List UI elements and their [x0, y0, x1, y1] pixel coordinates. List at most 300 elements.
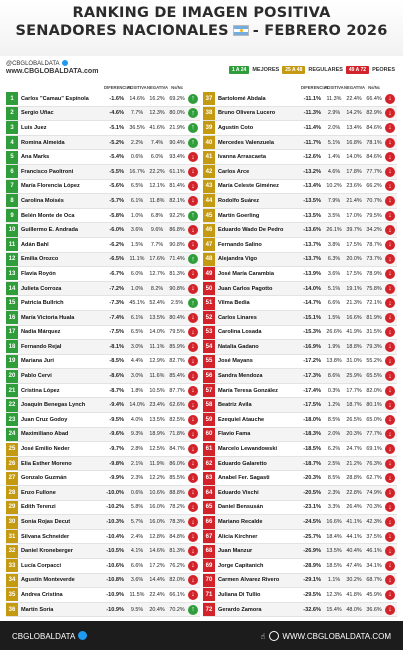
- nsnc-value: 84.7%: [169, 446, 185, 453]
- trend-down-icon: ↓: [385, 94, 395, 104]
- senator-name: Daniel Kroneberger: [21, 548, 73, 555]
- positive-value: 3.6%: [130, 227, 144, 234]
- trend-down-icon: ↓: [385, 488, 395, 498]
- negative-value: 31.0%: [346, 358, 362, 365]
- senator-name: Enzo Fullone: [21, 489, 56, 496]
- rank-badge: 26: [6, 457, 18, 470]
- table-row: [6, 442, 200, 457]
- table-row: [203, 92, 397, 107]
- positive-value: 8.5%: [327, 475, 341, 482]
- rank-badge: 60: [203, 428, 215, 441]
- nsnc-value: 87.7%: [169, 387, 185, 394]
- table-row: [203, 311, 397, 326]
- table-row: [6, 428, 200, 443]
- legend-green-label: MEJORES: [252, 67, 280, 73]
- table-row: [6, 107, 200, 122]
- positive-value: 2.0%: [327, 431, 341, 438]
- diff-value: -8.6%: [109, 373, 124, 380]
- nsnc-value: 82.9%: [366, 110, 382, 117]
- positive-value: 10.2%: [326, 183, 342, 190]
- trend-down-icon: ↓: [385, 605, 395, 615]
- rank-badge: 20: [6, 370, 18, 383]
- table-row: [203, 428, 397, 443]
- negative-value: 22.2%: [149, 168, 165, 175]
- senator-name: Ezequiel Atauche: [218, 416, 265, 423]
- table-row: [203, 267, 397, 282]
- footer-url: WWW.CBGLOBALDATA.COM: [282, 631, 391, 641]
- diff-value: -24.5%: [303, 519, 321, 526]
- negative-value: 11.6%: [149, 373, 165, 380]
- diff-value: -25.7%: [303, 533, 321, 540]
- diff-value: -18.7%: [303, 460, 321, 467]
- trend-down-icon: ↓: [385, 415, 395, 425]
- senator-name: Adán Bahl: [21, 241, 49, 248]
- negative-value: 14.2%: [346, 110, 362, 117]
- diff-value: -15.3%: [303, 329, 321, 336]
- senator-name: Alicia Kirchner: [218, 533, 258, 540]
- negative-value: 24.7%: [346, 446, 362, 453]
- senator-name: Juan Carlos Pagotto: [218, 285, 273, 292]
- negative-value: 21.4%: [346, 197, 362, 204]
- negative-value: 16.0%: [149, 519, 165, 526]
- senator-name: Bruno Olivera Lucero: [218, 110, 276, 117]
- diff-value: -9.6%: [109, 431, 124, 438]
- trend-down-icon: ↓: [385, 590, 395, 600]
- positive-value: 6.5%: [130, 329, 144, 336]
- table-row: [6, 369, 200, 384]
- rank-badge: 7: [6, 180, 18, 193]
- nsnc-value: 79.5%: [169, 329, 185, 336]
- negative-value: 30.2%: [346, 577, 362, 584]
- table-row: [203, 180, 397, 195]
- senator-name: Juan Manzur: [218, 548, 253, 555]
- legend-yellow-range: 25 A 48: [282, 66, 305, 74]
- rank-badge: 29: [6, 501, 18, 514]
- trend-up-icon: ↑: [188, 254, 198, 264]
- rank-badge: 4: [6, 136, 18, 149]
- diff-value: -14.7%: [303, 300, 321, 307]
- positive-value: 45.1%: [129, 300, 145, 307]
- diff-value: -5.7%: [109, 197, 124, 204]
- table-row: [203, 530, 397, 545]
- table-row: [203, 559, 397, 574]
- positive-value: 26.1%: [326, 227, 342, 234]
- negative-value: 13.5%: [149, 416, 165, 423]
- rank-badge: 6: [6, 165, 18, 178]
- positive-value: 3.0%: [130, 373, 144, 380]
- diff-value: -17.5%: [303, 402, 321, 409]
- positive-value: 6.6%: [130, 562, 144, 569]
- positive-value: 18.4%: [326, 533, 342, 540]
- nsnc-value: 65.5%: [366, 373, 382, 380]
- senator-name: María Victoria Huala: [21, 314, 75, 321]
- positive-value: 16.7%: [129, 168, 145, 175]
- positive-value: 1.0%: [130, 285, 144, 292]
- trend-down-icon: ↓: [385, 152, 395, 162]
- nsnc-value: 93.4%: [169, 154, 185, 161]
- senator-name: Lucía Corpacci: [21, 562, 62, 569]
- header-diff: DIFERENCIAL: [301, 84, 330, 90]
- nsnc-value: 76.2%: [169, 562, 185, 569]
- diff-value: -23.1%: [303, 504, 321, 511]
- table-row: [6, 471, 200, 486]
- diff-value: -6.7%: [109, 270, 124, 277]
- table-row: [6, 238, 200, 253]
- senator-name: Gonzalo Guzmán: [21, 475, 67, 482]
- diff-value: -9.8%: [109, 460, 124, 467]
- diff-value: -15.1%: [303, 314, 321, 321]
- rank-badge: 70: [203, 574, 215, 587]
- negative-value: 10.6%: [149, 489, 165, 496]
- nsnc-value: 62.6%: [169, 402, 185, 409]
- senator-name: Natalia Gadano: [218, 343, 259, 350]
- rank-badge: 61: [203, 443, 215, 456]
- table-row: [6, 355, 200, 370]
- negative-value: 12.1%: [149, 183, 165, 190]
- header-nsnc: Ns/Nc: [171, 84, 183, 90]
- diff-value: -13.5%: [303, 197, 321, 204]
- diff-value: -7.3%: [109, 300, 124, 307]
- senator-name: José María Carambia: [218, 270, 274, 277]
- senator-name: Cristina López: [21, 387, 60, 394]
- positive-value: 1.5%: [327, 314, 341, 321]
- rank-badge: 37: [203, 92, 215, 105]
- nsnc-value: 82.5%: [169, 416, 185, 423]
- trend-down-icon: ↓: [188, 356, 198, 366]
- senator-name: María Celeste Giménez: [218, 183, 279, 190]
- table-row: [203, 282, 397, 297]
- table-row: [203, 296, 397, 311]
- negative-value: 41.1%: [346, 519, 362, 526]
- negative-value: 17.7%: [346, 387, 362, 394]
- nsnc-value: 84.6%: [366, 154, 382, 161]
- trend-down-icon: ↓: [385, 298, 395, 308]
- negative-value: 12.9%: [149, 358, 165, 365]
- nsnc-value: 78.1%: [366, 139, 382, 146]
- senator-name: José Emilio Neder: [21, 446, 70, 453]
- trend-down-icon: ↓: [188, 167, 198, 177]
- trend-down-icon: ↓: [188, 532, 198, 542]
- nsnc-value: 46.1%: [366, 548, 382, 555]
- table-header: [6, 82, 200, 92]
- positive-value: 11.1%: [129, 256, 145, 263]
- negative-value: 17.5%: [346, 270, 362, 277]
- positive-value: 11.5%: [129, 591, 145, 598]
- trend-down-icon: ↓: [385, 502, 395, 512]
- table-row: [6, 559, 200, 574]
- senator-name: Gerardo Zamora: [218, 606, 262, 613]
- trend-down-icon: ↓: [188, 415, 198, 425]
- nsnc-value: 34.2%: [366, 227, 382, 234]
- trend-up-icon: ↑: [188, 94, 198, 104]
- rank-badge: 57: [203, 384, 215, 397]
- trend-down-icon: ↓: [385, 429, 395, 439]
- rank-badge: 69: [203, 559, 215, 572]
- rank-badge: 56: [203, 370, 215, 383]
- trend-down-icon: ↓: [385, 327, 395, 337]
- senator-name: María Florencia López: [21, 183, 80, 190]
- senator-name: Ivanna Arrascaeta: [218, 154, 266, 161]
- negative-value: 17.8%: [346, 168, 362, 175]
- table-row: [203, 413, 397, 428]
- positive-value: 12.3%: [326, 591, 342, 598]
- nsnc-value: 77.7%: [366, 168, 382, 175]
- diff-value: -13.7%: [303, 256, 321, 263]
- rank-badge: 15: [6, 297, 18, 310]
- positive-value: 3.6%: [130, 577, 144, 584]
- senator-name: Romina Almeida: [21, 139, 65, 146]
- positive-value: 11.3%: [326, 95, 342, 102]
- senator-name: Agustín Monteverde: [21, 577, 75, 584]
- table-row: [6, 340, 200, 355]
- diff-value: -14.0%: [303, 285, 321, 292]
- negative-value: 44.1%: [346, 533, 362, 540]
- table-row: [6, 150, 200, 165]
- rank-badge: 49: [203, 267, 215, 280]
- senator-name: Flavio Fama: [218, 431, 251, 438]
- rank-badge: 53: [203, 326, 215, 339]
- negative-value: 22.4%: [346, 95, 362, 102]
- positive-value: 1.0%: [130, 212, 144, 219]
- senator-name: Carlos "Camau" Espínola: [21, 95, 89, 102]
- trend-up-icon: ↑: [188, 123, 198, 133]
- positive-value: 2.9%: [327, 110, 341, 117]
- rows-left: [6, 92, 200, 617]
- negative-value: 16.2%: [149, 95, 165, 102]
- negative-value: 22.8%: [346, 489, 362, 496]
- rank-badge: 19: [6, 355, 18, 368]
- nsnc-value: 75.8%: [366, 285, 382, 292]
- nsnc-value: 80.0%: [169, 110, 185, 117]
- trend-down-icon: ↓: [188, 240, 198, 250]
- trend-down-icon: ↓: [385, 138, 395, 148]
- negative-value: 41.9%: [346, 329, 362, 336]
- negative-value: 9.6%: [150, 227, 164, 234]
- positive-value: 8.6%: [327, 373, 341, 380]
- diff-value: -5.8%: [109, 212, 124, 219]
- trend-down-icon: ↓: [385, 123, 395, 133]
- senator-name: Juan Cruz Godoy: [21, 416, 68, 423]
- table-left: [6, 82, 200, 616]
- nsnc-value: 79.3%: [366, 343, 382, 350]
- positive-value: 3.5%: [327, 212, 341, 219]
- senator-name: Julieta Corroza: [21, 285, 62, 292]
- rank-badge: 16: [6, 311, 18, 324]
- diff-value: -11.1%: [303, 95, 321, 102]
- positive-value: 3.3%: [327, 504, 341, 511]
- rank-badge: 52: [203, 311, 215, 324]
- positive-value: 2.8%: [130, 446, 144, 453]
- diff-value: -4.6%: [109, 110, 124, 117]
- nsnc-value: 78.7%: [366, 241, 382, 248]
- positive-value: 2.2%: [130, 139, 144, 146]
- rank-badge: 21: [6, 384, 18, 397]
- diff-value: -10.3%: [106, 519, 124, 526]
- senator-name: Eduardo Wado De Pedro: [218, 227, 284, 234]
- rank-badge: 25: [6, 443, 18, 456]
- rank-badge: 2: [6, 107, 18, 120]
- header-neg: NEGATIVA: [344, 84, 366, 90]
- positive-value: 7.9%: [327, 197, 341, 204]
- rank-badge: 14: [6, 282, 18, 295]
- senator-name: Carolina Moisés: [21, 197, 64, 204]
- nsnc-value: 81.3%: [169, 548, 185, 555]
- trend-up-icon: ↑: [188, 211, 198, 221]
- nsnc-value: 86.0%: [169, 460, 185, 467]
- negative-value: 12.2%: [149, 475, 165, 482]
- diff-value: -6.0%: [109, 227, 124, 234]
- nsnc-value: 82.1%: [169, 197, 185, 204]
- diff-value: -5.6%: [109, 183, 124, 190]
- table-row: [6, 515, 200, 530]
- nsnc-value: 37.5%: [366, 533, 382, 540]
- trend-down-icon: ↓: [385, 561, 395, 571]
- negative-value: 13.4%: [346, 124, 362, 131]
- trend-down-icon: ↓: [385, 167, 395, 177]
- positive-value: 9.3%: [130, 431, 144, 438]
- senator-name: Fernando Salino: [218, 241, 262, 248]
- nsnc-value: 71.4%: [169, 256, 185, 263]
- negative-value: 17.5%: [346, 241, 362, 248]
- trend-down-icon: ↓: [385, 400, 395, 410]
- senator-name: Daniel Bensusán: [218, 504, 264, 511]
- negative-value: 13.5%: [149, 314, 165, 321]
- trend-down-icon: ↓: [188, 196, 198, 206]
- positive-value: 5.1%: [327, 139, 341, 146]
- globe-icon: [269, 631, 279, 641]
- nsnc-value: 2.5%: [170, 300, 184, 307]
- nsnc-value: 21.9%: [169, 124, 185, 131]
- diff-value: -9.7%: [109, 446, 124, 453]
- rank-badge: 10: [6, 224, 18, 237]
- nsnc-value: 84.6%: [366, 124, 382, 131]
- positive-value: 3.8%: [327, 241, 341, 248]
- diff-value: -17.2%: [303, 358, 321, 365]
- senator-name: Joaquín Benegas Lynch: [21, 402, 86, 409]
- negative-value: 18.8%: [346, 343, 362, 350]
- positive-value: 4.0%: [130, 416, 144, 423]
- negative-value: 12.3%: [149, 110, 165, 117]
- table-row: [6, 296, 200, 311]
- trend-down-icon: ↓: [188, 400, 198, 410]
- diff-value: -11.4%: [303, 124, 321, 131]
- diff-value: -20.3%: [303, 475, 321, 482]
- rank-badge: 46: [203, 224, 215, 237]
- positive-value: 1.4%: [327, 154, 341, 161]
- diff-value: -9.4%: [109, 402, 124, 409]
- senator-name: Pablo Cervi: [21, 373, 52, 380]
- nsnc-value: 70.2%: [169, 606, 185, 613]
- positive-value: 14.0%: [129, 402, 145, 409]
- positive-value: 16.6%: [326, 519, 342, 526]
- negative-value: 14.0%: [149, 329, 165, 336]
- diff-value: -5.1%: [109, 124, 124, 131]
- rank-badge: 9: [6, 209, 18, 222]
- table-row: [203, 544, 397, 559]
- trend-down-icon: ↓: [385, 240, 395, 250]
- rank-badge: 34: [6, 574, 18, 587]
- table-row: [6, 121, 200, 136]
- senator-name: Mercedes Valenzuela: [218, 139, 274, 146]
- negative-value: 26.4%: [346, 504, 362, 511]
- diff-value: -17.3%: [303, 373, 321, 380]
- senator-name: Vilma Bedia: [218, 300, 250, 307]
- rows-right: [203, 92, 397, 617]
- argentina-flag-icon: [233, 25, 249, 36]
- trend-down-icon: ↓: [385, 575, 395, 585]
- table-row: [203, 326, 397, 341]
- diff-value: -11.7%: [303, 139, 321, 146]
- rank-badge: 65: [203, 501, 215, 514]
- rank-badge: 47: [203, 238, 215, 251]
- rank-badge: 5: [6, 151, 18, 164]
- trend-down-icon: ↓: [385, 459, 395, 469]
- positive-value: 2.1%: [130, 460, 144, 467]
- senator-name: Mariana Juri: [21, 358, 54, 365]
- nsnc-value: 76.3%: [366, 460, 382, 467]
- diff-value: -12.6%: [303, 154, 321, 161]
- table-row: [203, 486, 397, 501]
- table-row: [203, 442, 397, 457]
- legend-green-range: 1 A 24: [229, 66, 249, 74]
- rank-badge: 59: [203, 413, 215, 426]
- footer-right: [261, 631, 391, 641]
- positive-value: 1.9%: [327, 343, 341, 350]
- senator-name: Elia Esther Moreno: [21, 460, 72, 467]
- rank-badge: 63: [203, 472, 215, 485]
- rank-badge: 66: [203, 516, 215, 529]
- trend-down-icon: ↓: [188, 517, 198, 527]
- positive-value: 2.4%: [130, 533, 144, 540]
- table-row: [203, 471, 397, 486]
- diff-value: -13.5%: [303, 212, 321, 219]
- trend-down-icon: ↓: [188, 284, 198, 294]
- negative-value: 7.7%: [150, 241, 164, 248]
- page-subtitle: [0, 23, 403, 39]
- trend-up-icon: ↑: [188, 605, 198, 615]
- rank-badge: 68: [203, 545, 215, 558]
- trend-down-icon: ↓: [385, 473, 395, 483]
- brand-site: www.CBGLOBALDATA.com: [6, 68, 99, 75]
- negative-value: 26.5%: [346, 416, 362, 423]
- rank-badge: 3: [6, 121, 18, 134]
- senator-name: María Teresa González: [218, 387, 278, 394]
- positive-value: 13.5%: [326, 548, 342, 555]
- negative-value: 39.7%: [346, 227, 362, 234]
- table-row: [6, 384, 200, 399]
- nsnc-value: 82.0%: [169, 577, 185, 584]
- trend-down-icon: ↓: [188, 386, 198, 396]
- rank-badge: 71: [203, 588, 215, 601]
- positive-value: 5.7%: [130, 519, 144, 526]
- rank-badge: 11: [6, 238, 18, 251]
- negative-value: 14.6%: [149, 548, 165, 555]
- trend-down-icon: ↓: [188, 444, 198, 454]
- diff-value: -13.6%: [303, 227, 321, 234]
- senator-name: Eduardo Galaretto: [218, 460, 267, 467]
- positive-value: 5.1%: [327, 285, 341, 292]
- negative-value: 21.2%: [346, 460, 362, 467]
- positive-value: 2.0%: [327, 124, 341, 131]
- diff-value: -28.9%: [303, 562, 321, 569]
- nsnc-value: 81.3%: [169, 270, 185, 277]
- senator-name: Francisco Paoltroni: [21, 168, 74, 175]
- negative-value: 19.1%: [346, 285, 362, 292]
- positive-value: 15.4%: [326, 606, 342, 613]
- positive-value: 2.5%: [327, 460, 341, 467]
- table-row: [6, 311, 200, 326]
- brand-block: [6, 60, 98, 75]
